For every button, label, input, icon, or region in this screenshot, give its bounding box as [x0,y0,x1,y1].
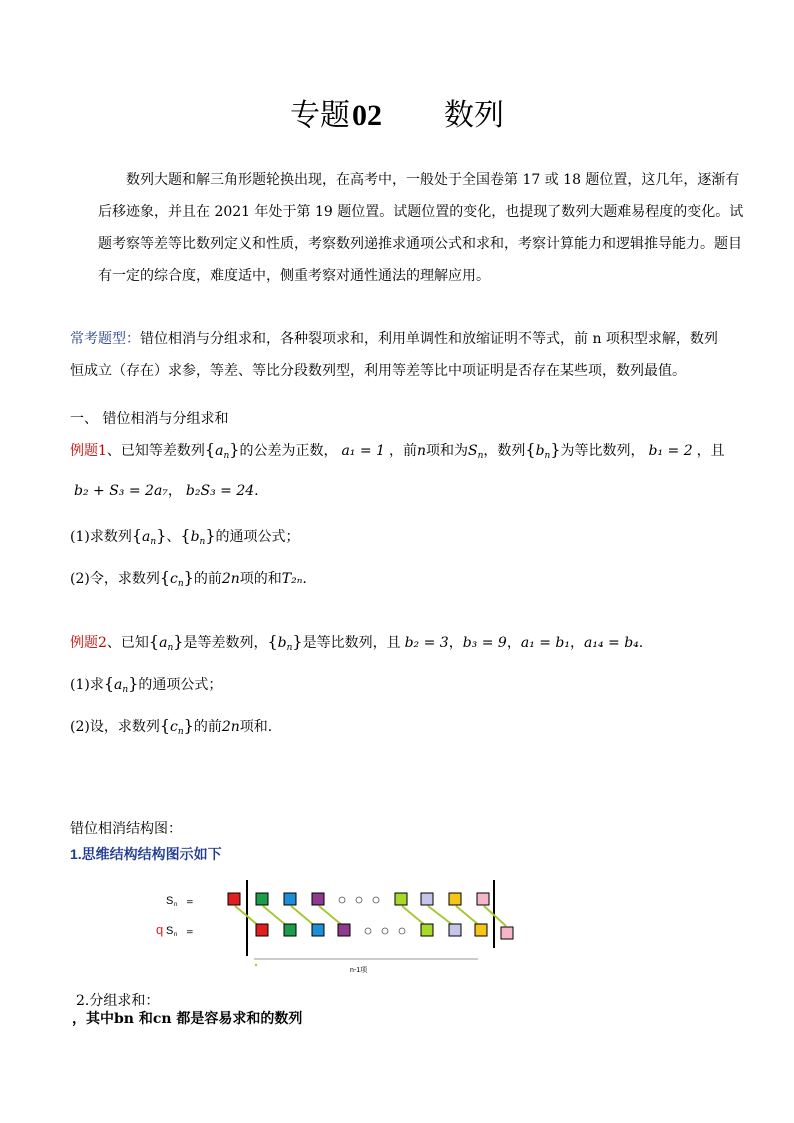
term-square [501,927,513,939]
example-1-text: 项和为 [425,443,468,459]
q-text: (2)令，求数列 [70,571,160,587]
seq-a-set: $\{a_n\}$ [131,526,167,547]
period: . [302,571,307,587]
term-square [256,893,268,905]
example-1-question-2 [70,568,307,589]
term-square [421,893,433,905]
seq-b-set: $\{b_n\}$ [525,440,561,461]
group-sum-heading: 2.分组求和： [76,993,160,1009]
var-2n: 2n [221,719,240,735]
intro-paragraph: 数列大题和解三角形题轮换出现，在高考中，一般处于全国卷第 17 或 18 题位置，这几年，逐渐有后移迹象，并且在 2021 年处于第 19 题位置。试题位置的变化，也提现了数列大题难易程度的变化。试题考察等差等比数列定义和性质，考察数列递推求通项公式和求和，考察计算能力和逻辑推导能力。题目有一定的综合度，难度适中，侧重考察对通性通法的理解应用。 [98,172,744,284]
page-title [0,96,794,136]
example-1-question-1 [70,526,300,547]
var-n: n [416,443,426,459]
common-types-text1: 错位相消与分组求和，各种裂项求和，利用单调性和放缩证明不等式，前 n 项积型求解，数列 [140,331,718,347]
row2-terms [256,924,513,939]
bottom-span-label: n-1项 [350,967,368,974]
structure-label: 错位相消结构图： [70,821,182,837]
example-1-text: 为等比数列， [560,443,645,459]
row1-sub: n [174,902,178,908]
eq-b3: b₃ = 9 [462,635,507,651]
q-text: 项的和 [239,571,282,587]
sum-T2n: T₂ₙ [281,571,303,587]
separator: ， [570,635,585,651]
term-square [338,924,350,936]
q-text: 的前 [193,571,222,587]
example-1-text: 的公差为正数， [239,443,338,459]
eq-a1-b1: a₁ = b₁ [520,635,571,651]
offset-subtraction-diagram [156,876,526,976]
example-2-question-1 [70,674,222,695]
example-1-line1 [70,440,725,461]
row2-sub: n [174,932,178,938]
row2-q-label: q [156,922,164,937]
seq-b-set: $\{b_n\}$ [267,632,303,653]
common-types-line2: 恒成立（存在）求参，等差、等比分段数列型，利用等差等比中项证明是否存在某些项，数列最值。 [70,363,686,379]
example-1-number: 1 [98,443,107,459]
row1-equals: = [186,898,194,908]
title-number: 02 [352,99,382,132]
separator: ， [167,483,182,499]
example-2-text: 是等比数列，且 [302,635,401,651]
separator: ， [448,635,463,651]
var-2n: 2n [221,571,240,587]
term-square [449,893,461,905]
eq-b2-plus-s3: b₂ + S₃ = 2a₇ [74,483,168,499]
title-topic: 数列 [444,98,504,133]
seq-b-set: $\{b_n\}$ [180,526,216,547]
example-1-text: ，且 [696,443,725,459]
separator: ， [506,635,521,651]
example-1-line2 [74,480,259,500]
title-prefix: 专题 [290,98,350,133]
dot [255,964,257,966]
q-text: 的通项公式； [138,677,223,693]
term-square [477,893,489,905]
term-square [421,924,433,936]
row2-equals: = [186,928,194,938]
term-square [449,924,461,936]
row1-S-label: S [166,895,174,907]
example-1-text: 、已知等差数列 [106,443,205,459]
example-1-text: ，数列 [483,443,526,459]
row2-ellipsis [365,928,405,934]
example-1-text: ，前 [388,443,417,459]
eq-a1: a₁ = 1 [341,443,385,459]
seq-a-set: $\{a_n\}$ [204,440,240,461]
seq-a-set: $\{a_n\}$ [103,674,139,695]
connectors [235,906,506,926]
example-2-text: 是等差数列， [183,635,268,651]
eq-b2: b₂ = 3 [404,635,449,651]
term-square [312,893,324,905]
term-square [395,893,407,905]
term-square [284,893,296,905]
example-2-label: 例题 [70,635,98,651]
example-2-line1 [70,632,643,653]
q-text: (1)求数列 [70,529,132,545]
eq-b1: b₁ = 2 [648,443,693,459]
q-text: 的通项公式； [215,529,300,545]
eq-b2s3: b₂S₃ = 24 [185,483,255,499]
term-square [312,924,324,936]
example-2-question-2 [70,716,272,737]
term-square [228,893,240,905]
group-sum-note: ，其中bn 和cn 都是容易求和的数列 [72,1011,303,1027]
example-2-number: 2 [98,635,107,651]
sum-Sn: $S_n$ [467,443,484,461]
term-square [256,924,268,936]
eq-a14-b4: a₁₄ = b₄ [584,635,639,651]
period: . [638,635,644,651]
example-2-text: 、已知 [106,635,149,651]
common-types-label: 常考题型： [70,331,140,347]
q-text: 项和. [239,719,273,735]
q-text: 、 [166,529,181,545]
q-text: 的前 [193,719,222,735]
seq-c-set: $\{c_n\}$ [159,568,194,589]
seq-c-set: $\{c_n\}$ [159,716,194,737]
common-types-line1 [70,328,718,348]
q-text: (1)求 [70,677,104,693]
example-1-label: 例题 [70,443,98,459]
seq-a-set: $\{a_n\}$ [148,632,184,653]
term-square [475,924,487,936]
row1-ellipsis [339,897,379,903]
period: . [254,483,259,499]
q-text: (2)设，求数列 [70,719,160,735]
section-heading-1: 一、 错位相消与分组求和 [70,411,229,427]
row2-S-label: S [166,925,174,937]
structure-title: 1.思维结构结构图示如下 [70,846,222,862]
term-square [284,924,296,936]
